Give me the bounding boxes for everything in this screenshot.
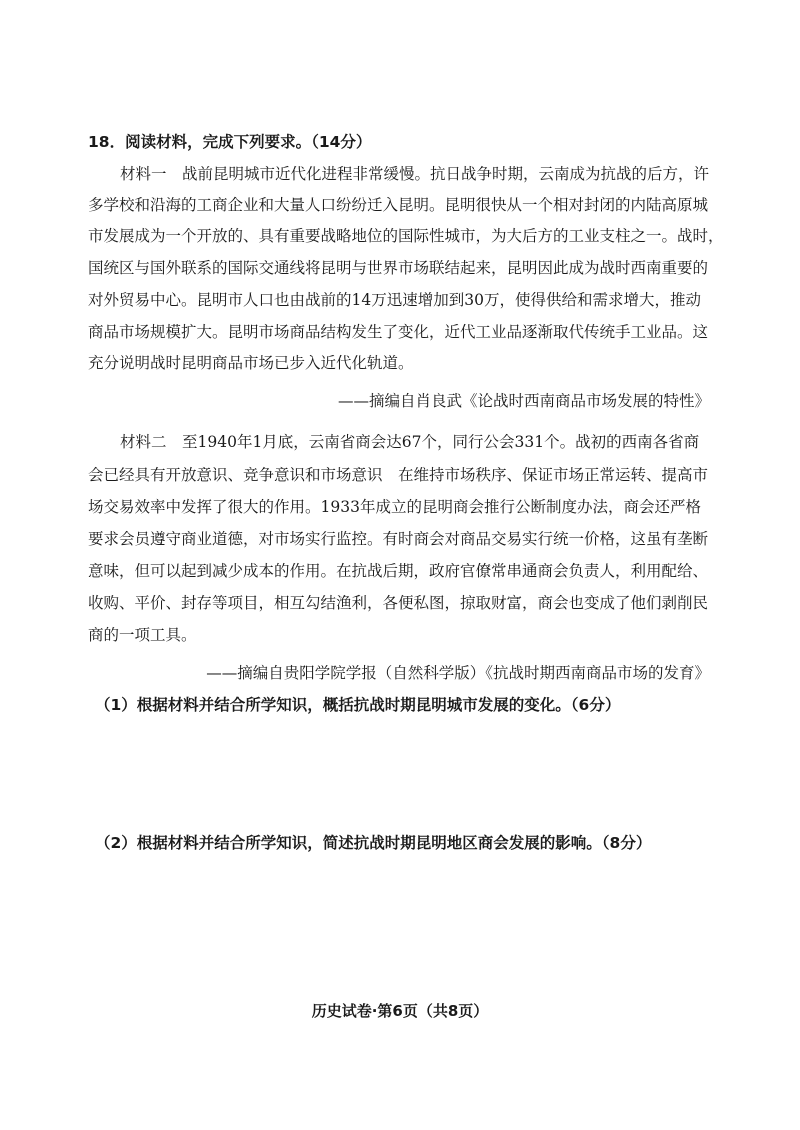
material-one-line: 国统区与国外联系的国际交通线将昆明与世界市场联结起来，昆明因此成为战时西南重要的 [88,259,709,277]
material-two-line: 意味，但可以起到减少成本的作用。在抗战后期，政府官僚常串通商会负责人，利用配给、 [88,562,709,580]
page-footer: 历史试卷·第6页（共8页） [311,1002,489,1020]
answer-area-2[interactable] [88,860,708,980]
material-one-line: 多学校和沿海的工商企业和大量人口纷纷迁入昆明。昆明很快从一个相对封闭的内陆高原城 [88,196,709,214]
material-one-line: 商品市场规模扩大。昆明市场商品结构发生了变化，近代工业品逐渐取代传统手工业品。这 [88,323,709,341]
subquestion-1: （1）根据材料并结合所学知识，概括抗战时期昆明城市发展的变化。（6分） [95,696,621,714]
subquestion-2: （2）根据材料并结合所学知识，简述抗战时期昆明地区商会发展的影响。（8分） [95,834,652,852]
material-two-line: 材料二 至1940年1月底，云南省商会达67个，同行公会331个。战初的西南各省商 [120,433,700,451]
material-two-line: 会已经具有开放意识、竞争意识和市场意识 在维持市场秩序、保证市场正常运转、提高市 [88,466,709,484]
material-one-line: 充分说明战时昆明商品市场已步入近代化轨道。 [88,354,414,372]
material-one-source: ——摘编自肖良武《论战时西南商品市场发展的特性》 [337,392,710,410]
material-two-source: ——摘编自贵阳学院学报（自然科学版）《抗战时期西南商品市场的发育》 [206,664,710,682]
material-one-line: 市发展成为一个开放的、具有重要战略地位的国际性城市，为大后方的工业支柱之一。战时， [88,227,724,245]
material-one-line: 对外贸易中心。昆明市人口也由战前的14万迅速增加到30万，使得供给和需求增大，推动 [88,291,701,309]
material-one-line: 材料一 战前昆明城市近代化进程非常缓慢。抗日战争时期，云南成为抗战的后方，许 [120,165,710,183]
material-two-line: 商的一项工具。 [88,626,197,644]
answer-area-1[interactable] [88,722,708,822]
question-heading: 18．阅读材料，完成下列要求。（14分） [88,133,372,151]
material-two-line: 要求会员遵守商业道德，对市场实行监控。有时商会对商品交易实行统一价格，这虽有垄断 [88,530,709,548]
material-two-line: 收购、平价、封存等项目，相互勾结渔利，各便私图，掠取财富，商会也变成了他们剥削民 [88,594,709,612]
material-two-line: 场交易效率中发挥了很大的作用。1933年成立的昆明商会推行公断制度办法，商会还严格 [88,498,701,516]
